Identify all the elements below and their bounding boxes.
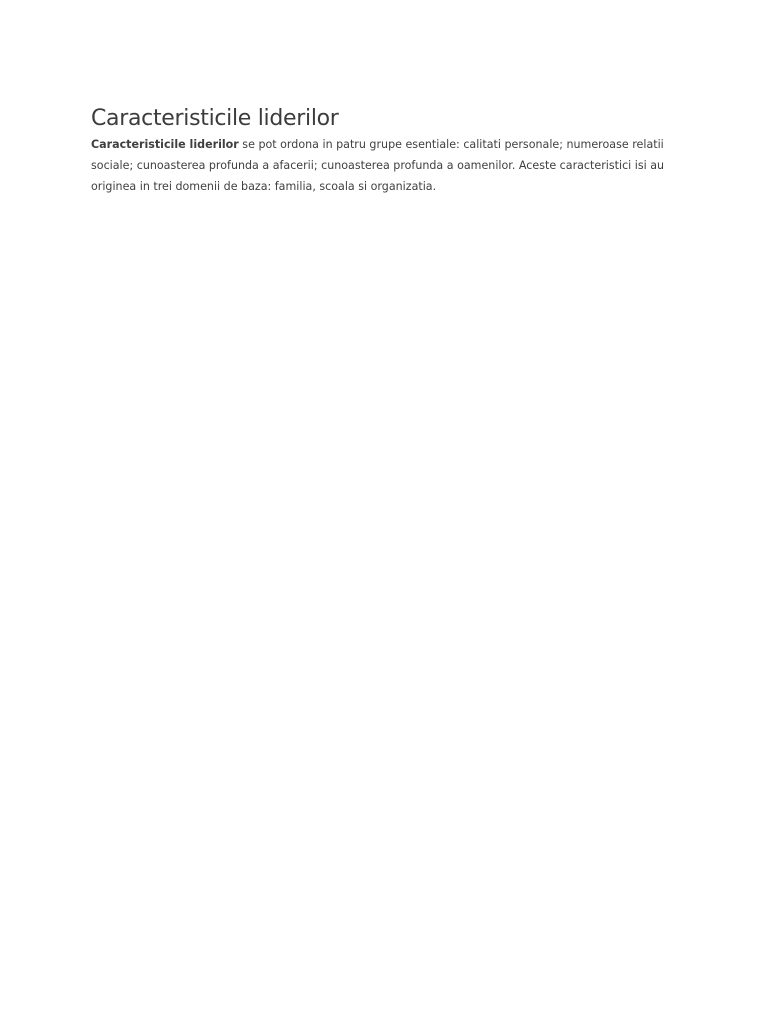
- document-page: [91, 104, 691, 197]
- page-title: Caracteristicile liderilor: [91, 106, 339, 131]
- paragraph-text: se pot ordona in patru grupe esentiale: calitati personale; numeroase relatii sociale; cunoasterea profunda a afacerii; cunoasterea profunda a oamenilor. Aceste caracteristici isi au originea in trei domenii de baza: familia, scoala si organizatia.: [91, 138, 665, 194]
- paragraph-caracteristici: [91, 134, 691, 197]
- bold-term: Caracteristicile liderilor: [91, 138, 239, 151]
